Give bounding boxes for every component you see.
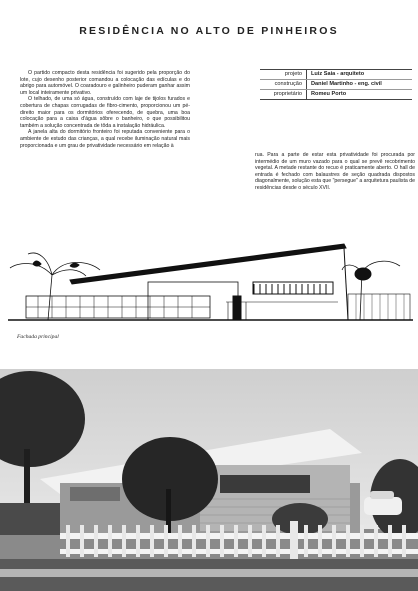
- paragraph: O partido compacto desta residência foi sugerido pela proporção do lote, cujo desenho posterior comandou a colocação das edículas e do abrigo para automóvel. O coaradouro e galinheiro puderam ganhar assim um local inteiramente privativo.: [20, 70, 190, 96]
- credit-label: projeto: [260, 70, 307, 79]
- page-title: RESIDÊNCIA NO ALTO DE PINHEIROS: [79, 25, 339, 37]
- credit-value: Daniel Martinho - eng. civil: [311, 81, 382, 87]
- credit-label: construção: [260, 80, 307, 89]
- credit-row-project: [260, 70, 412, 79]
- facade-elevation-drawing: [8, 240, 413, 332]
- credit-row-construction: [260, 79, 412, 89]
- paragraph: A janela alta do dormitório fronteiro foi reputada conveniente para o ambiente de estudo das crianças, a qual recebe iluminação natural mais proporcionada e um grau de privatividade necessário em relação à: [20, 129, 190, 149]
- house-photograph: [0, 369, 418, 591]
- credits-table: [260, 69, 412, 100]
- credit-row-owner: [260, 89, 412, 99]
- credit-label: proprietário: [260, 90, 307, 99]
- paragraph: O telhado, de uma só água, construído com laje de tijolos furados e cobertura de chapas corrugadas de fibro-cimento, proporcionou um pé-direito maior para os dormitórios oferecendo, de quebra, uma boa colocação para a caixa d'água sôbre o banheiro, o que possibilitou também a solução concentrada de tôda a instalação hidráulica.: [20, 96, 190, 129]
- figure-caption: Fachada principal: [17, 334, 59, 340]
- credit-value: Luiz Saia - arquiteto: [311, 71, 365, 77]
- credit-value: Romeu Porto: [311, 91, 347, 97]
- paragraph: rua. Para a parte de estar esta privatividade foi procurada por intermédio de um muro vazado para o qual se prevê recobrimento vegetal. A metade restante do recuo é praticamente aberto. O hall de entrada é fechado com balaustres de seção quadrada dispostos diagonalmente, solução esta que "persegue" a arquitetura paulista de residências desde o século XVII.: [255, 152, 415, 191]
- body-column-left: [20, 70, 190, 149]
- body-column-right: [255, 152, 415, 192]
